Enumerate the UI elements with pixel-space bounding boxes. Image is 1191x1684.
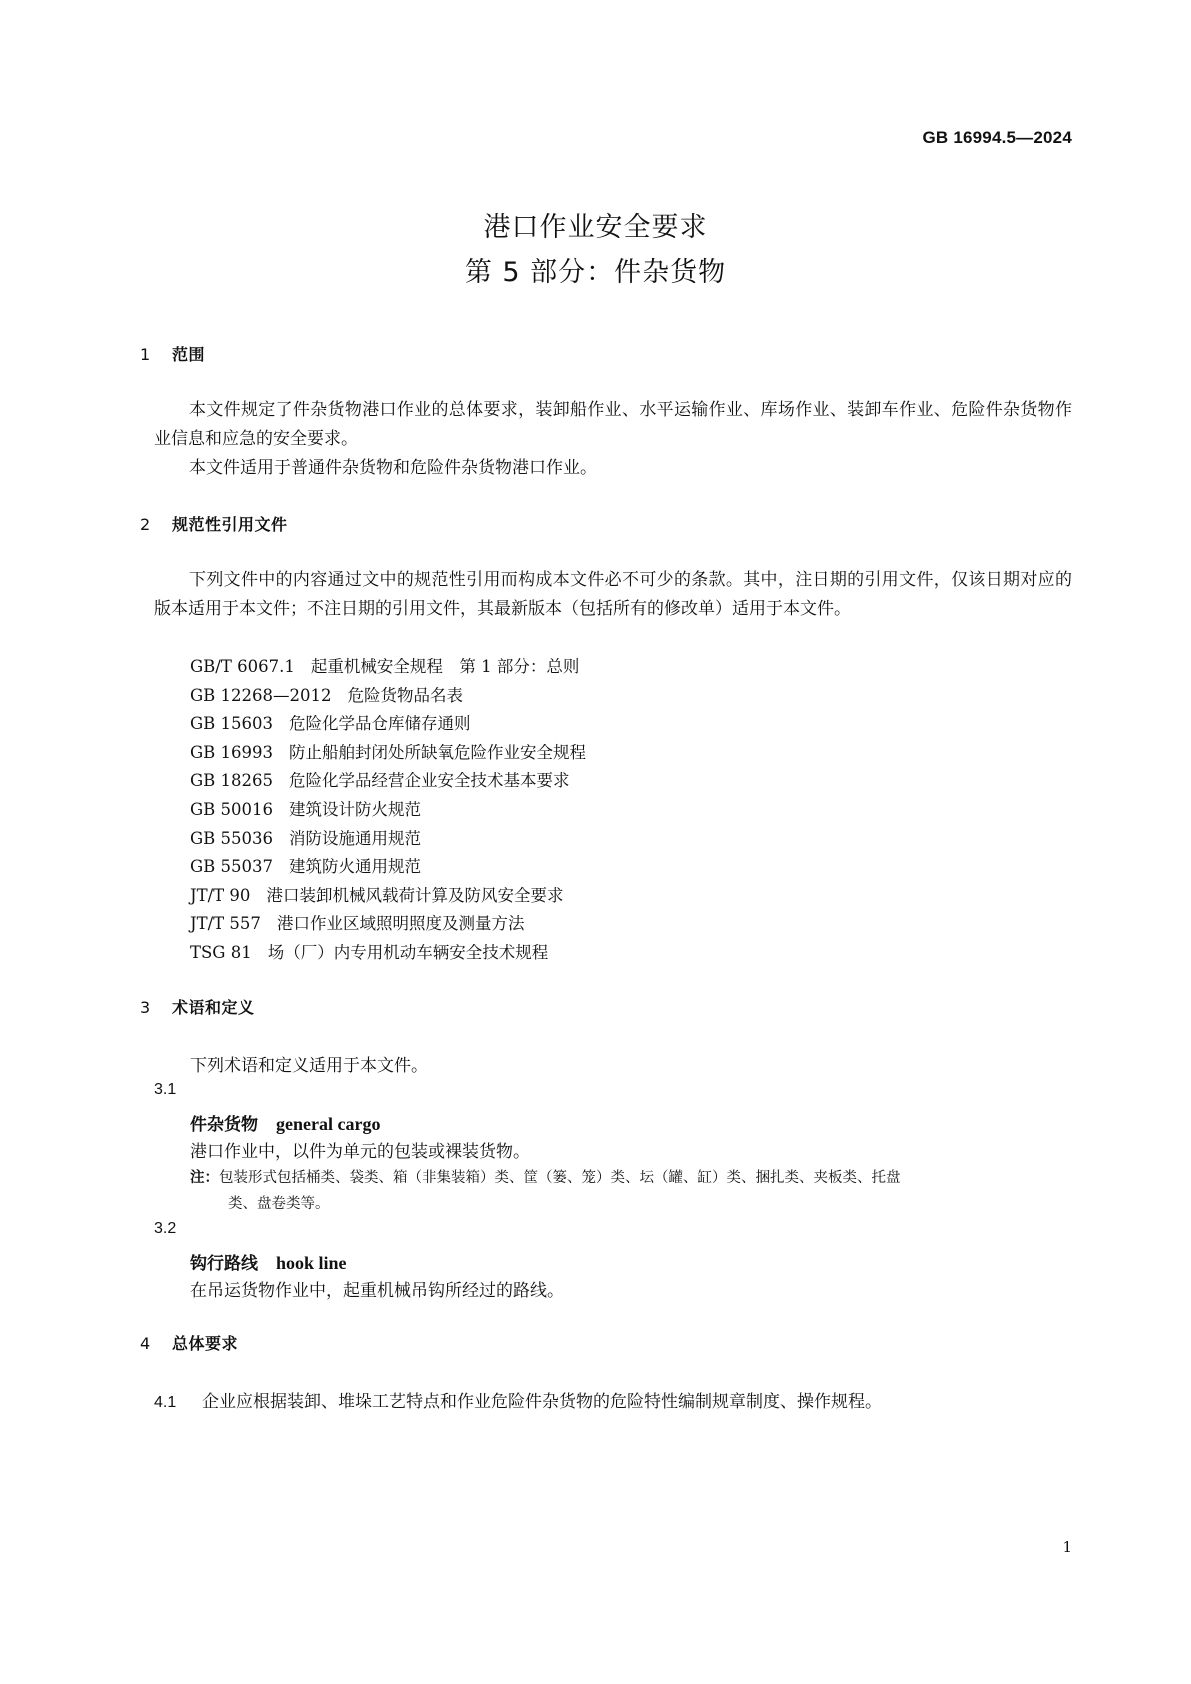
- document-subtitle: 第 5 部分：件杂货物: [464, 257, 727, 288]
- reference-item: [190, 767, 570, 791]
- term-entry: [190, 1110, 380, 1135]
- reference-code: GB 18265: [190, 771, 274, 791]
- reference-title: 防止船舶封闭处所缺氧危险作业安全规程: [289, 742, 587, 762]
- term-english: general cargo: [276, 1114, 381, 1134]
- reference-code: GB 15603: [190, 714, 274, 734]
- reference-title: 场（厂）内专用机动车辆安全技术规程: [267, 943, 549, 962]
- reference-title: 建筑设计防火规范: [289, 800, 422, 819]
- section-2-heading: [140, 512, 288, 535]
- reference-title: 危险货物品名表: [347, 685, 464, 705]
- reference-title: 消防设施通用规范: [289, 828, 422, 848]
- reference-title: 港口作业区域照明照度及测量方法: [276, 914, 525, 934]
- reference-code: GB 55036: [190, 828, 274, 848]
- reference-code: GB/T 6067.1: [190, 657, 295, 676]
- reference-item: [190, 739, 586, 763]
- clause-text: 企业应根据装卸、堆垛工艺特点和作业危险件杂货物的危险特性编制规章制度、操作规程。: [202, 1392, 882, 1412]
- clause-number: 4.1: [154, 1394, 177, 1411]
- reference-title: 危险化学品经营企业安全技术基本要求: [289, 771, 570, 791]
- term-definition: 在吊运货物作业中，起重机械吊钩所经过的路线。: [190, 1281, 564, 1301]
- standard-code: GB 16994.5—2024: [922, 128, 1072, 147]
- section-1-paragraph-1: 本文件规定了件杂货物港口作业的总体要求，装卸船作业、水平运输作业、库场作业、装卸车作业、危险件杂货物作业信息和应急的安全要求。: [154, 400, 1072, 449]
- term-number: 3.1: [154, 1081, 177, 1098]
- section-title: 术语和定义: [172, 998, 255, 1017]
- reference-code: GB 12268—2012: [190, 685, 332, 705]
- page-number: 1: [1062, 1538, 1072, 1556]
- reference-item: [190, 882, 563, 906]
- section-number: 3: [140, 998, 151, 1017]
- reference-item: [190, 796, 421, 820]
- term-definition: 港口作业中，以件为单元的包装或裸装货物。: [190, 1142, 530, 1162]
- document-title: 港口作业安全要求: [483, 212, 708, 243]
- section-3-heading: [140, 995, 255, 1018]
- note-text-line2: 类、盘卷类等。: [228, 1196, 330, 1212]
- section-2-intro: 下列文件中的内容通过文中的规范性引用而构成本文件必不可少的条款。其中，注日期的引用文件，仅该日期对应的版本适用于本文件；不注日期的引用文件，其最新版本（包括所有的修改单）适用于本文件。: [154, 570, 1072, 619]
- reference-item: [190, 853, 421, 877]
- note-label: 注：: [190, 1170, 219, 1186]
- reference-code: TSG 81: [190, 943, 252, 962]
- term-english: hook line: [276, 1253, 347, 1273]
- reference-title: 港口装卸机械风载荷计算及防风安全要求: [266, 885, 564, 905]
- reference-title: 危险化学品仓库储存通则: [289, 714, 471, 734]
- reference-item: [190, 710, 471, 734]
- term-note: [190, 1166, 901, 1187]
- section-3-intro: 下列术语和定义适用于本文件。: [190, 1056, 428, 1076]
- reference-title: 起重机械安全规程 第 1 部分：总则: [310, 657, 580, 676]
- reference-item: [190, 653, 579, 677]
- section-1-paragraph-2: 本文件适用于普通件杂货物和危险件杂货物港口作业。: [189, 458, 597, 478]
- section-title: 规范性引用文件: [172, 515, 288, 534]
- section-number: 4: [140, 1334, 151, 1353]
- section-number: 1: [140, 345, 151, 364]
- reference-code: GB 55037: [190, 857, 274, 877]
- reference-item: [190, 910, 524, 934]
- reference-code: JT/T 557: [190, 914, 261, 934]
- reference-code: GB 16993: [190, 742, 274, 762]
- clause-4-1: [154, 1387, 882, 1412]
- term-chinese: 钩行路线: [190, 1254, 258, 1274]
- note-text-line1: 包装形式包括桶类、袋类、箱（非集装箱）类、筐（篓、笼）类、坛（罐、缸）类、捆扎类、夹板类、托盘: [219, 1170, 901, 1186]
- reference-title: 建筑防火通用规范: [289, 857, 422, 877]
- reference-item: [190, 939, 548, 963]
- term-entry: [190, 1249, 347, 1274]
- section-title: 范围: [172, 345, 206, 364]
- reference-item: [190, 682, 463, 706]
- section-1-heading: [140, 342, 205, 365]
- section-4-heading: [140, 1331, 238, 1354]
- term-number: 3.2: [154, 1220, 177, 1237]
- section-number: 2: [140, 515, 151, 534]
- term-chinese: 件杂货物: [190, 1115, 258, 1135]
- section-title: 总体要求: [172, 1334, 239, 1353]
- reference-code: GB 50016: [190, 800, 274, 819]
- reference-item: [190, 825, 421, 849]
- reference-code: JT/T 90: [190, 885, 251, 905]
